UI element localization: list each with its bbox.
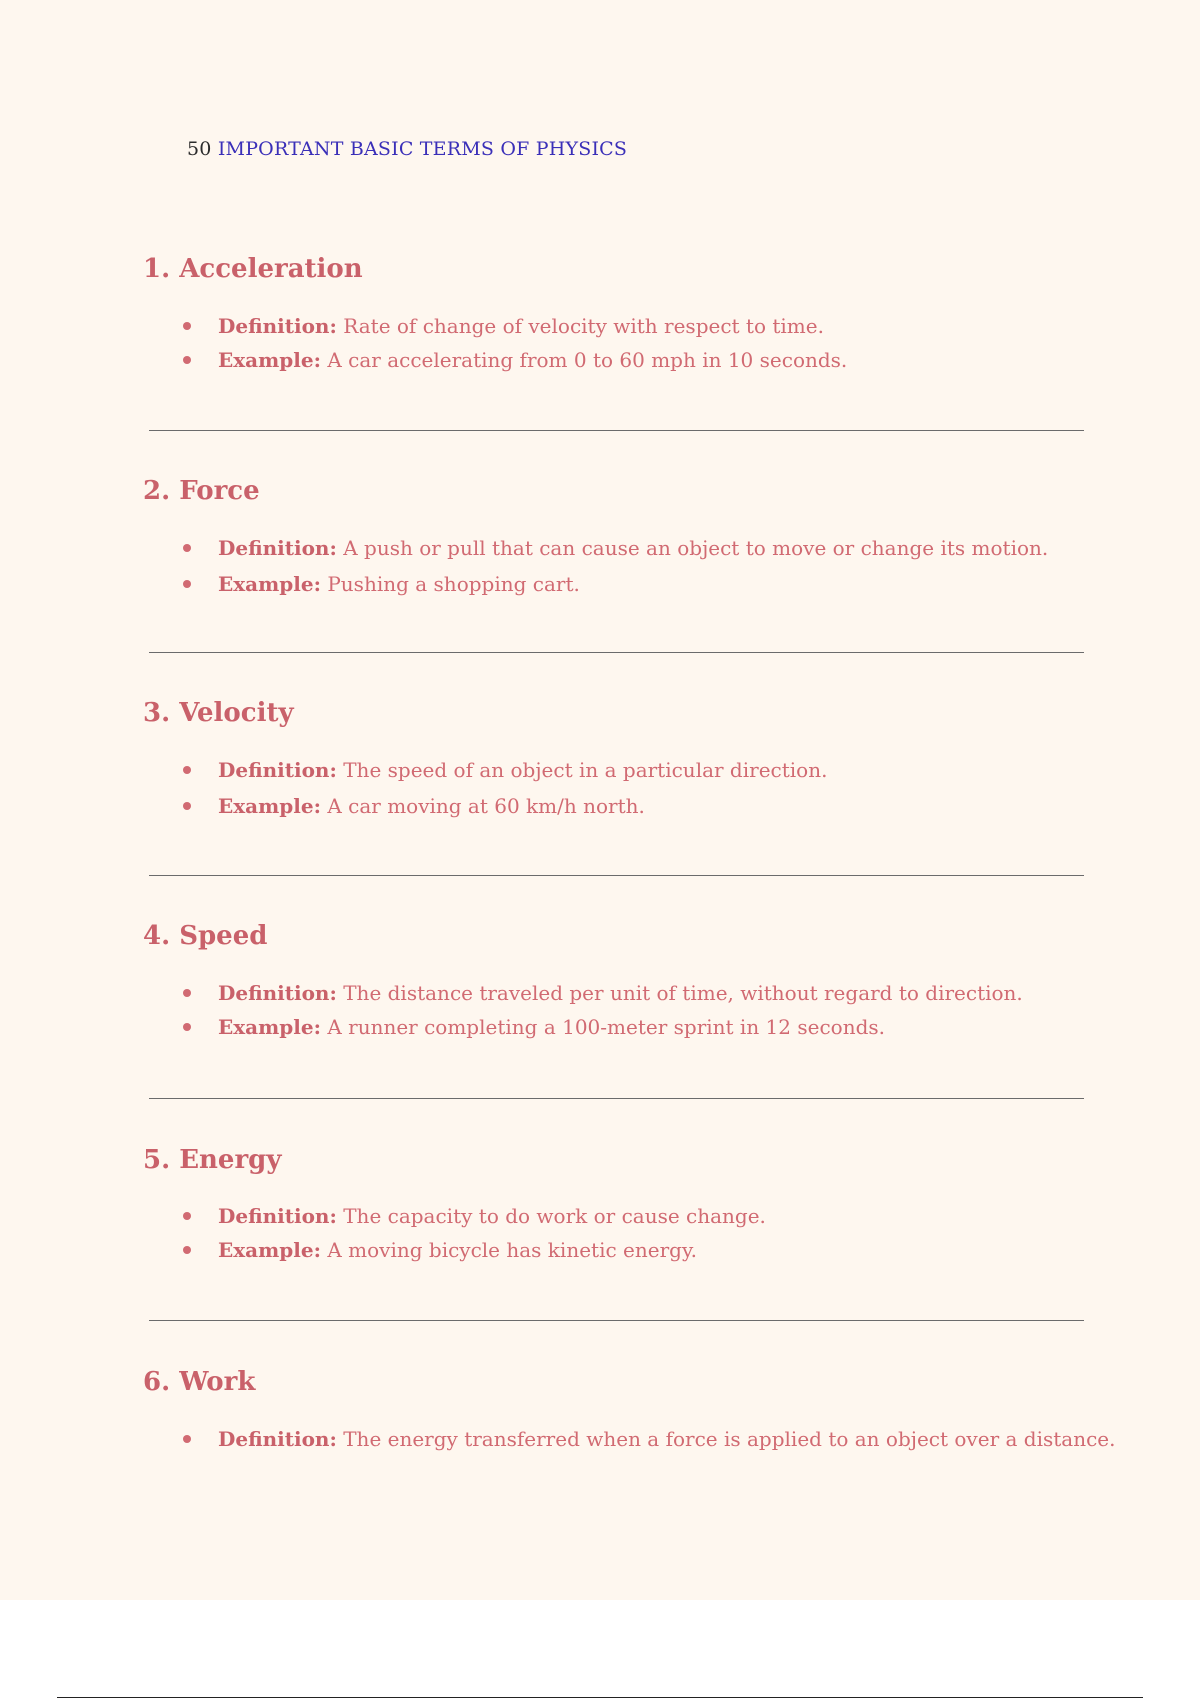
bullet-icon bbox=[183, 544, 191, 552]
term-section-acceleration bbox=[143, 254, 1083, 372]
definition-label: Definition: bbox=[218, 314, 337, 338]
example-label: Example: bbox=[218, 1238, 321, 1262]
definition-text: The speed of an object in a particular direction. bbox=[343, 758, 828, 782]
bullet-icon bbox=[183, 1212, 191, 1220]
definition-label: Definition: bbox=[218, 536, 337, 560]
definition-label: Definition: bbox=[218, 1427, 337, 1451]
term-section-speed bbox=[143, 921, 1083, 1039]
example-text: A car moving at 60 km/h north. bbox=[327, 794, 645, 818]
section-divider bbox=[149, 875, 1084, 876]
definition-item bbox=[143, 536, 1083, 560]
example-text: A moving bicycle has kinetic energy. bbox=[327, 1238, 697, 1262]
definition-item bbox=[143, 981, 1083, 1005]
term-heading: 1. Acceleration bbox=[143, 254, 363, 284]
example-item bbox=[143, 1015, 1083, 1039]
definition-item bbox=[143, 1427, 1116, 1451]
example-item bbox=[143, 794, 1083, 818]
section-divider bbox=[149, 652, 1084, 653]
term-heading: 6. Work bbox=[143, 1367, 256, 1397]
example-item bbox=[143, 348, 1083, 372]
example-text: A car accelerating from 0 to 60 mph in 10 seconds. bbox=[327, 348, 848, 372]
section-divider bbox=[149, 1320, 1084, 1321]
term-section-work bbox=[143, 1367, 1116, 1451]
example-text: Pushing a shopping cart. bbox=[327, 572, 580, 596]
example-item bbox=[143, 1238, 1083, 1262]
definition-label: Definition: bbox=[218, 758, 337, 782]
title-text: IMPORTANT BASIC TERMS OF PHYSICS bbox=[217, 138, 628, 160]
term-heading: 2. Force bbox=[143, 476, 260, 506]
example-label: Example: bbox=[218, 572, 321, 596]
definition-text: Rate of change of velocity with respect to time. bbox=[343, 314, 824, 338]
example-label: Example: bbox=[218, 794, 321, 818]
bullet-icon bbox=[183, 989, 191, 997]
term-heading: 3. Velocity bbox=[143, 698, 294, 728]
bullet-icon bbox=[183, 766, 191, 774]
example-label: Example: bbox=[218, 348, 321, 372]
example-item bbox=[143, 572, 1083, 596]
bullet-icon bbox=[183, 1435, 191, 1443]
bullet-icon bbox=[183, 322, 191, 330]
section-divider bbox=[149, 1098, 1084, 1099]
term-section-force bbox=[143, 476, 1083, 596]
term-heading: 4. Speed bbox=[143, 921, 268, 951]
definition-item bbox=[143, 1204, 1083, 1228]
bullet-icon bbox=[183, 1246, 191, 1254]
term-section-velocity bbox=[143, 698, 1083, 818]
section-divider bbox=[149, 430, 1084, 431]
bullet-icon bbox=[183, 1023, 191, 1031]
definition-text: The energy transferred when a force is applied to an object over a distance. bbox=[343, 1427, 1116, 1451]
definition-label: Definition: bbox=[218, 1204, 337, 1228]
example-text: A runner completing a 100-meter sprint in 12 seconds. bbox=[327, 1015, 886, 1039]
definition-text: The capacity to do work or cause change. bbox=[343, 1204, 766, 1228]
bullet-icon bbox=[183, 580, 191, 588]
term-heading: 5. Energy bbox=[143, 1145, 282, 1175]
example-label: Example: bbox=[218, 1015, 321, 1039]
definition-text: The distance traveled per unit of time, without regard to direction. bbox=[343, 981, 1023, 1005]
definition-item bbox=[143, 758, 1083, 782]
title-number: 50 bbox=[187, 138, 212, 160]
definition-label: Definition: bbox=[218, 981, 337, 1005]
document-title bbox=[187, 138, 627, 160]
bullet-icon bbox=[183, 802, 191, 810]
term-section-energy bbox=[143, 1145, 1083, 1262]
footer-rule bbox=[57, 1697, 1143, 1698]
definition-item bbox=[143, 314, 1083, 338]
definition-text: A push or pull that can cause an object to move or change its motion. bbox=[343, 536, 1049, 560]
bullet-icon bbox=[183, 356, 191, 364]
